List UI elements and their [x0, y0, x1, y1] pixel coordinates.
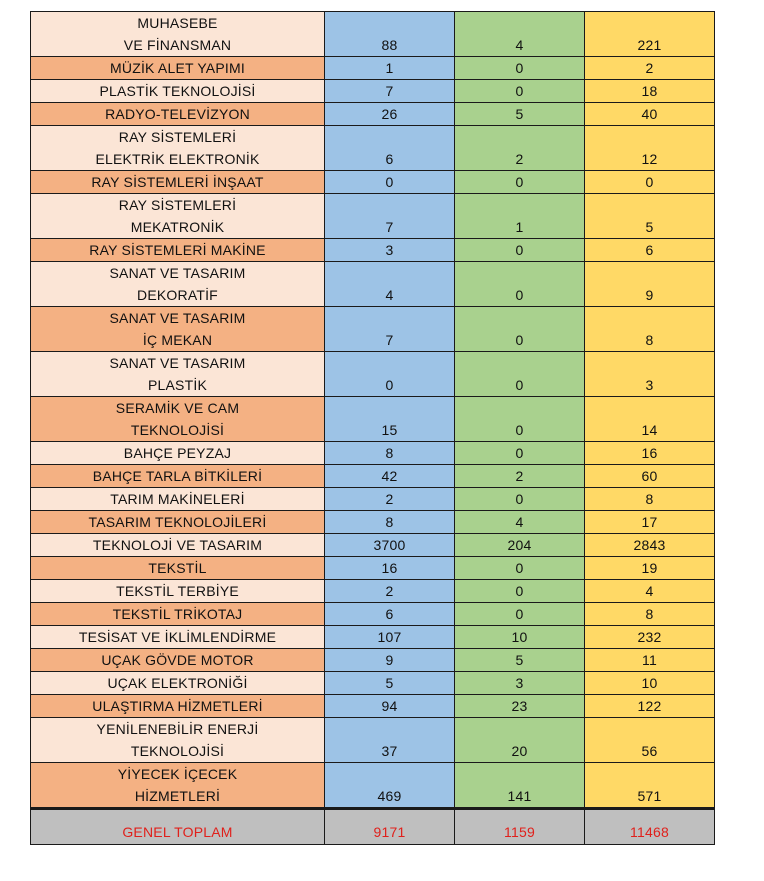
- value-col-3: 40: [585, 103, 715, 126]
- row-name-line: MUHASEBE: [137, 15, 218, 31]
- table-row: [31, 307, 715, 352]
- value-col-1: 94: [325, 695, 455, 718]
- value-col-3: 4: [585, 580, 715, 603]
- value-col-1: 26: [325, 103, 455, 126]
- value-col-2: 5: [455, 103, 585, 126]
- value-col-1: 3: [325, 239, 455, 262]
- row-name-line: TARIM MAKİNELERİ: [110, 491, 245, 507]
- row-name-line: TEKSTİL TERBİYE: [116, 583, 239, 599]
- value-col-2: 0: [455, 397, 585, 442]
- row-name-line: TEKNOLOJİSİ: [130, 422, 225, 438]
- value-col-1: 88: [325, 12, 455, 57]
- table-row: [31, 511, 715, 534]
- row-name-line: İÇ MEKAN: [142, 332, 213, 348]
- value-col-1: 2: [325, 488, 455, 511]
- row-name-line: MÜZİK ALET YAPIMI: [110, 60, 245, 76]
- value-col-1: 37: [325, 718, 455, 763]
- row-name-cell: [31, 603, 325, 626]
- value-col-2: 4: [455, 12, 585, 57]
- table-row: [31, 103, 715, 126]
- spreadsheet: [30, 11, 714, 845]
- value-col-2: 0: [455, 557, 585, 580]
- row-name-line: TESİSAT VE İKLİMLENDİRME: [78, 629, 277, 645]
- value-col-1: 1: [325, 57, 455, 80]
- value-col-3: 2843: [585, 534, 715, 557]
- value-col-3: 11: [585, 649, 715, 672]
- value-col-1: 8: [325, 511, 455, 534]
- table-row: [31, 171, 715, 194]
- value-col-1: 42: [325, 465, 455, 488]
- table-row: [31, 763, 715, 809]
- row-name-cell: [31, 194, 325, 239]
- table-row: [31, 12, 715, 57]
- row-name-cell: [31, 307, 325, 352]
- value-col-3: 0: [585, 171, 715, 194]
- row-name-line: BAHÇE PEYZAJ: [123, 445, 232, 461]
- row-name-cell: [31, 465, 325, 488]
- value-col-1: 3700: [325, 534, 455, 557]
- value-col-3: 221: [585, 12, 715, 57]
- row-name-line: MEKATRONİK: [130, 219, 225, 235]
- row-name-line: SERAMİK VE CAM: [115, 400, 240, 416]
- row-name-line: RAY SİSTEMLERİ: [118, 129, 237, 145]
- value-col-1: 16: [325, 557, 455, 580]
- value-col-1: 0: [325, 352, 455, 397]
- row-name-line: TEKSTİL: [148, 560, 207, 576]
- value-col-2: 0: [455, 488, 585, 511]
- row-name-cell: [31, 126, 325, 171]
- row-name-cell: [31, 262, 325, 307]
- row-name-cell: [31, 12, 325, 57]
- row-name-line: TEKNOLOJİ VE TASARIM: [92, 537, 263, 553]
- row-name-line: SANAT VE TASARIM: [109, 355, 246, 371]
- row-name-line: UÇAK ELEKTRONİĞİ: [107, 675, 248, 691]
- row-name-line: YİYECEK İÇECEK: [117, 766, 238, 782]
- row-name-line: VE FİNANSMAN: [123, 37, 232, 53]
- value-col-3: 5: [585, 194, 715, 239]
- table-row: [31, 126, 715, 171]
- row-name-cell: [31, 442, 325, 465]
- value-col-3: 60: [585, 465, 715, 488]
- value-col-2: 10: [455, 626, 585, 649]
- value-col-1: 15: [325, 397, 455, 442]
- value-col-1: 7: [325, 194, 455, 239]
- table-row: [31, 534, 715, 557]
- table-row: [31, 239, 715, 262]
- row-name-cell: [31, 80, 325, 103]
- row-name-line: UÇAK GÖVDE MOTOR: [101, 652, 254, 668]
- table-row: [31, 397, 715, 442]
- table-row: [31, 194, 715, 239]
- row-name-cell: [31, 57, 325, 80]
- table-row: [31, 442, 715, 465]
- table-row: [31, 580, 715, 603]
- total-value-3: 11468: [585, 809, 715, 845]
- value-col-1: 8: [325, 442, 455, 465]
- value-col-2: 0: [455, 171, 585, 194]
- value-col-3: 8: [585, 307, 715, 352]
- value-col-2: 0: [455, 239, 585, 262]
- value-col-3: 19: [585, 557, 715, 580]
- table-row: [31, 352, 715, 397]
- value-col-1: 6: [325, 126, 455, 171]
- row-name-cell: [31, 352, 325, 397]
- value-col-3: 16: [585, 442, 715, 465]
- row-name-line: PLASTİK: [148, 377, 207, 393]
- table-row: [31, 262, 715, 307]
- value-col-2: 0: [455, 580, 585, 603]
- table-row: [31, 465, 715, 488]
- row-name-cell: [31, 534, 325, 557]
- value-col-3: 8: [585, 603, 715, 626]
- row-name-line: TEKSTİL TRİKOTAJ: [112, 606, 243, 622]
- row-name-cell: [31, 397, 325, 442]
- value-col-1: 4: [325, 262, 455, 307]
- row-name-line: RADYO-TELEVİZYON: [105, 106, 250, 122]
- row-name-line: SANAT VE TASARIM: [109, 310, 246, 326]
- row-name-cell: [31, 695, 325, 718]
- row-name-line: BAHÇE TARLA BİTKİLERİ: [92, 468, 263, 484]
- value-col-2: 1: [455, 194, 585, 239]
- value-col-3: 14: [585, 397, 715, 442]
- value-col-2: 0: [455, 352, 585, 397]
- table-row: [31, 557, 715, 580]
- value-col-3: 9: [585, 262, 715, 307]
- row-name-cell: [31, 103, 325, 126]
- value-col-3: 8: [585, 488, 715, 511]
- value-col-2: 0: [455, 307, 585, 352]
- table-row: [31, 80, 715, 103]
- data-table: [30, 11, 715, 845]
- value-col-2: 23: [455, 695, 585, 718]
- value-col-3: 571: [585, 763, 715, 809]
- value-col-2: 0: [455, 603, 585, 626]
- table-row: [31, 649, 715, 672]
- value-col-3: 12: [585, 126, 715, 171]
- total-label: GENEL TOPLAM: [31, 809, 325, 845]
- value-col-3: 17: [585, 511, 715, 534]
- value-col-2: 0: [455, 442, 585, 465]
- row-name-cell: [31, 171, 325, 194]
- table-row: [31, 718, 715, 763]
- row-name-cell: [31, 557, 325, 580]
- row-name-line: RAY SİSTEMLERİ İNŞAAT: [91, 174, 264, 190]
- value-col-3: 6: [585, 239, 715, 262]
- value-col-3: 56: [585, 718, 715, 763]
- value-col-3: 18: [585, 80, 715, 103]
- total-value-1: 9171: [325, 809, 455, 845]
- table-row: [31, 488, 715, 511]
- row-name-line: TASARIM TEKNOLOJİLERİ: [88, 514, 267, 530]
- table-row: [31, 672, 715, 695]
- value-col-1: 107: [325, 626, 455, 649]
- value-col-1: 9: [325, 649, 455, 672]
- value-col-3: 10: [585, 672, 715, 695]
- value-col-1: 2: [325, 580, 455, 603]
- table-row: [31, 603, 715, 626]
- value-col-2: 5: [455, 649, 585, 672]
- value-col-2: 0: [455, 80, 585, 103]
- row-name-cell: [31, 580, 325, 603]
- table-row: [31, 626, 715, 649]
- row-name-line: ULAŞTIRMA HİZMETLERİ: [92, 698, 263, 714]
- value-col-1: 469: [325, 763, 455, 809]
- row-name-line: TEKNOLOJİSİ: [130, 743, 225, 759]
- value-col-1: 6: [325, 603, 455, 626]
- row-name-line: RAY SİSTEMLERİ MAKİNE: [89, 242, 266, 258]
- value-col-3: 122: [585, 695, 715, 718]
- value-col-3: 3: [585, 352, 715, 397]
- row-name-line: ELEKTRİK ELEKTRONİK: [95, 151, 260, 167]
- value-col-3: 2: [585, 57, 715, 80]
- value-col-2: 141: [455, 763, 585, 809]
- value-col-2: 204: [455, 534, 585, 557]
- row-name-cell: [31, 718, 325, 763]
- table-row: [31, 57, 715, 80]
- value-col-2: 20: [455, 718, 585, 763]
- value-col-1: 7: [325, 80, 455, 103]
- table-row: [31, 695, 715, 718]
- row-name-line: SANAT VE TASARIM: [109, 265, 246, 281]
- row-name-cell: [31, 672, 325, 695]
- row-name-cell: [31, 763, 325, 809]
- row-name-line: PLASTİK TEKNOLOJİSİ: [99, 83, 256, 99]
- value-col-3: 232: [585, 626, 715, 649]
- value-col-1: 5: [325, 672, 455, 695]
- table-body: [31, 12, 715, 809]
- value-col-2: 0: [455, 262, 585, 307]
- total-value-2: 1159: [455, 809, 585, 845]
- row-name-cell: [31, 626, 325, 649]
- row-name-line: HİZMETLERİ: [134, 788, 221, 804]
- value-col-2: 4: [455, 511, 585, 534]
- value-col-2: 3: [455, 672, 585, 695]
- row-name-cell: [31, 511, 325, 534]
- row-name-cell: [31, 649, 325, 672]
- row-name-line: YENİLENEBİLİR ENERJİ: [96, 721, 259, 737]
- value-col-2: 0: [455, 57, 585, 80]
- value-col-2: 2: [455, 465, 585, 488]
- row-name-cell: [31, 488, 325, 511]
- row-name-line: RAY SİSTEMLERİ: [118, 197, 237, 213]
- row-name-line: DEKORATİF: [137, 287, 218, 303]
- value-col-2: 2: [455, 126, 585, 171]
- row-name-cell: [31, 239, 325, 262]
- value-col-1: 7: [325, 307, 455, 352]
- total-row: [31, 809, 715, 845]
- value-col-1: 0: [325, 171, 455, 194]
